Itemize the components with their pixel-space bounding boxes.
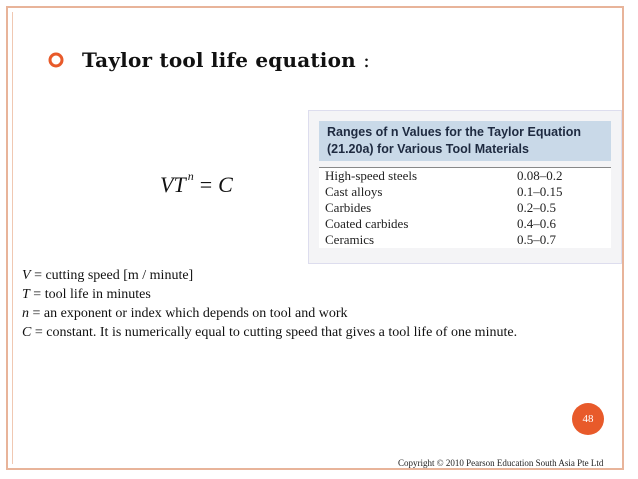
heading-text: Taylor tool life equation: [82, 48, 356, 72]
table-row: [325, 232, 605, 248]
equation-rhs: C: [218, 172, 233, 197]
range-cell: 0.1–0.15: [517, 184, 563, 199]
table-title: [319, 121, 611, 161]
definition-symbol: V: [22, 268, 31, 283]
definition-text: = constant. It is numerically equal to cutting speed that gives a tool life of one minute.: [31, 325, 518, 340]
range-cell: 0.4–0.6: [517, 216, 556, 231]
material-cell: Ceramics: [325, 232, 375, 247]
material-cell: Carbides: [325, 200, 372, 215]
table-title-line2: (21.20a) for Various Tool Materials: [327, 142, 529, 156]
definition-text: = cutting speed [m / minute]: [30, 268, 194, 283]
table-row: [325, 168, 605, 184]
table-row: [325, 216, 605, 232]
definition-c: [22, 323, 620, 342]
page-number-badge: [572, 403, 604, 435]
taylor-equation: [160, 168, 233, 198]
equation-equals: =: [199, 172, 213, 197]
copyright-notice: Copyright © 2010 Pearson Education South Asia Pte Ltd: [398, 458, 604, 468]
slide-heading: [82, 48, 370, 72]
definition-n: [22, 304, 620, 323]
definition-text: = an exponent or index which depends on tool and work: [29, 306, 348, 321]
heading-colon: :: [363, 48, 371, 72]
material-cell: Cast alloys: [325, 184, 383, 199]
variable-definitions: [22, 266, 620, 342]
range-cell: 0.08–0.2: [517, 168, 563, 183]
definition-symbol: n: [22, 306, 29, 321]
material-cell: Coated carbides: [325, 216, 409, 231]
definition-symbol: T: [22, 287, 30, 302]
definition-text: = tool life in minutes: [29, 287, 151, 302]
table-body: [319, 167, 611, 248]
page-number: 48: [582, 413, 594, 425]
table-title-line1: Ranges of n Values for the Taylor Equation: [327, 125, 581, 139]
definition-symbol: C: [22, 325, 32, 340]
definition-t: [22, 285, 620, 304]
definition-v: [22, 266, 620, 285]
range-cell: 0.5–0.7: [517, 232, 556, 247]
range-cell: 0.2–0.5: [517, 200, 556, 215]
n-values-table: [308, 110, 622, 264]
table-row: [325, 200, 605, 216]
equation-exponent: n: [187, 168, 194, 183]
material-cell: High-speed steels: [325, 168, 418, 183]
table-row: [325, 184, 605, 200]
bullet-icon: [48, 52, 64, 68]
equation-lhs: VT: [160, 172, 186, 197]
